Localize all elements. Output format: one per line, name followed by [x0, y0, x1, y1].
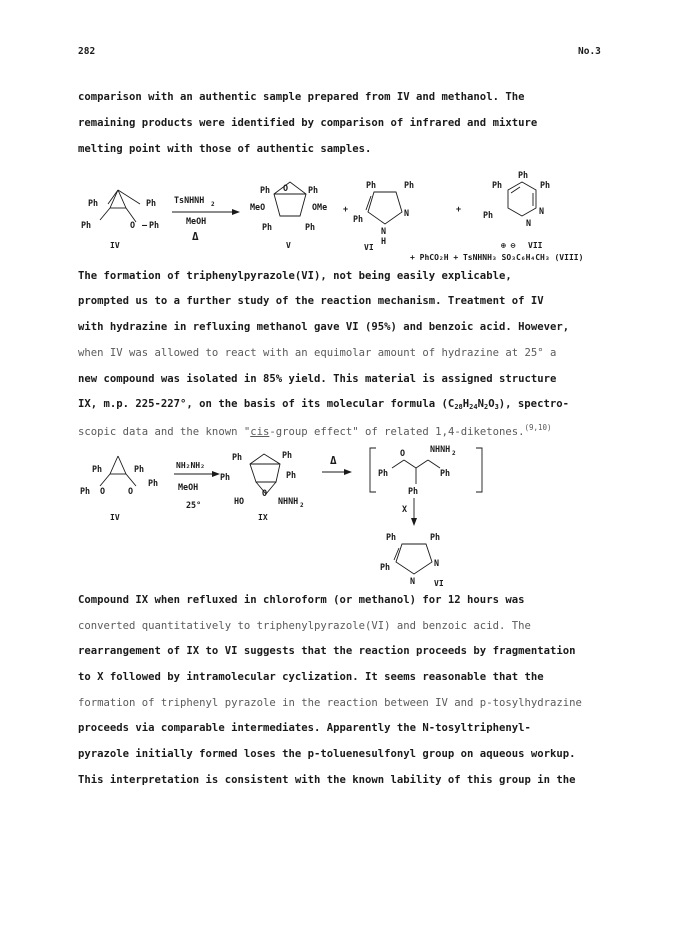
svg-text:Ph: Ph	[220, 472, 231, 482]
paragraph2-line: new compound was isolated in 85% yield. This material is assigned structure	[78, 373, 557, 385]
svg-text:MeOH: MeOH	[186, 216, 207, 226]
paragraph3-line: formation of triphenyl pyrazole in the reaction between IV and p-tosylhydrazine	[78, 697, 582, 709]
svg-text:Ph: Ph	[286, 470, 297, 480]
paragraph1-line: melting point with those of authentic samples.	[78, 143, 372, 155]
svg-text:Ph: Ph	[353, 214, 364, 224]
svg-text:NH₂NH₂: NH₂NH₂	[176, 461, 205, 470]
page-number: 282	[78, 46, 96, 57]
paragraph3-line: Compound IX when refluxed in chloroform (or methanol) for 12 hours was	[78, 594, 525, 606]
svg-text:Ph: Ph	[430, 532, 441, 542]
svg-text:HO: HO	[234, 496, 245, 506]
svg-text:Ph: Ph	[440, 468, 451, 478]
svg-text:Ph: Ph	[262, 222, 273, 232]
svg-text:O: O	[262, 488, 268, 498]
svg-text:Ph: Ph	[378, 468, 389, 478]
svg-text:Ph: Ph	[518, 170, 529, 180]
svg-text:O: O	[400, 448, 406, 458]
structure-VI	[353, 180, 414, 252]
svg-text:Ph: Ph	[386, 532, 397, 542]
reaction-scheme-2	[0, 440, 680, 588]
svg-text:25°: 25°	[186, 500, 202, 510]
svg-text:N: N	[381, 226, 387, 236]
svg-text:Δ: Δ	[192, 230, 199, 243]
structure-IV-2	[80, 456, 158, 522]
svg-text:N: N	[410, 576, 416, 586]
paragraph2-line: IX, m.p. 225-227°, on the basis of its molecular formula $(C_{28}H_{24}N_2O_3)$, spectro-	[78, 398, 569, 411]
svg-text:Ph: Ph	[148, 478, 159, 488]
reaction-arrow-2	[174, 461, 220, 510]
svg-text:N: N	[434, 558, 440, 568]
svg-text:Ph: Ph	[149, 220, 160, 230]
svg-text:Ph: Ph	[540, 180, 551, 190]
svg-text:N: N	[539, 206, 545, 216]
svg-text:O: O	[128, 486, 134, 496]
reaction-arrow-3	[322, 454, 352, 475]
reference-superscript: (9,10)	[524, 423, 552, 432]
structure-V	[250, 182, 327, 250]
paragraph2-line: scopic data and the known "cis-group effect" of related 1,4-diketones.$^{(9,10)}$	[78, 423, 552, 438]
svg-text:–: –	[142, 220, 148, 230]
svg-text:Ph: Ph	[92, 464, 103, 474]
svg-text:O: O	[100, 486, 106, 496]
svg-text:Ph: Ph	[308, 185, 319, 195]
svg-text:Ph: Ph	[380, 562, 391, 572]
paragraph2-line: The formation of triphenylpyrazole(VI), not being easily explicable,	[78, 270, 512, 282]
structure-IV	[81, 190, 159, 250]
svg-text:O: O	[130, 220, 136, 230]
svg-text:Ph: Ph	[232, 452, 243, 462]
structure-X	[370, 444, 482, 496]
paragraph3-line: pyrazole initially formed loses the p-toluenesulfonyl group on aqueous workup.	[78, 748, 576, 760]
paragraph3-line: proceeds via comparable intermediates. Apparently the N-tosyltriphenyl-	[78, 722, 531, 734]
paragraph2-line: with hydrazine in refluxing methanol gave VI (95%) and benzoic acid. However,	[78, 321, 570, 333]
svg-text:N: N	[404, 208, 410, 218]
byproducts: + PhCO₂H + TsNHNH₃ SO₃C₆H₄CH₃ (VIII)	[410, 253, 584, 262]
label-VII: VII	[528, 241, 543, 250]
svg-text:⊕ ⊖: ⊕ ⊖	[501, 241, 516, 250]
paragraph1-line: remaining products were identified by comparison of infrared and mixture	[78, 117, 538, 129]
svg-text:X: X	[402, 504, 408, 514]
label-VI-2: VI	[434, 579, 444, 588]
svg-text:N: N	[526, 218, 532, 228]
svg-text:Ph: Ph	[80, 486, 91, 496]
issue-number: No.3	[578, 46, 601, 57]
svg-text:Ph: Ph	[134, 464, 145, 474]
svg-text:OMe: OMe	[312, 202, 328, 212]
reaction-scheme-1	[0, 160, 680, 270]
svg-text:NHNH: NHNH	[278, 496, 299, 506]
paragraph1-line: comparison with an authentic sample prepared from IV and methanol. The	[78, 91, 525, 103]
svg-text:Ph: Ph	[81, 220, 92, 230]
structure-VII	[483, 170, 550, 250]
reaction-arrow-4	[402, 498, 417, 526]
paragraph2-line: prompted us to a further study of the reaction mechanism. Treatment of IV	[78, 295, 544, 307]
svg-text:MeO: MeO	[250, 202, 266, 212]
svg-text:Ph: Ph	[492, 180, 503, 190]
label-VI: VI	[364, 243, 374, 252]
svg-text:2: 2	[211, 201, 215, 208]
svg-text:MeOH: MeOH	[178, 482, 199, 492]
svg-text:Δ: Δ	[330, 454, 337, 467]
paragraph3-line: rearrangement of IX to VI suggests that the reaction proceeds by fragmentation	[78, 645, 576, 657]
svg-text:2: 2	[452, 450, 456, 457]
svg-text:H: H	[381, 236, 387, 246]
paragraph3-line: converted quantitatively to triphenylpyrazole(VI) and benzoic acid. The	[78, 620, 531, 632]
svg-text:Ph: Ph	[146, 198, 157, 208]
svg-text:Ph: Ph	[408, 486, 419, 496]
label-IV: IV	[110, 241, 120, 250]
label-IV-2: IV	[110, 513, 120, 522]
svg-text:2: 2	[300, 502, 304, 509]
svg-text:Ph: Ph	[282, 450, 293, 460]
plus-sign: +	[456, 204, 462, 214]
reaction-arrow-1	[172, 195, 240, 243]
paragraph2-line: when IV was allowed to react with an equimolar amount of hydrazine at 25° a	[78, 347, 557, 359]
paragraph3-line: This interpretation is consistent with the known lability of this group in the	[78, 774, 576, 786]
paragraph3-line: to X followed by intramolecular cyclization. It seems reasonable that the	[78, 671, 544, 683]
svg-text:Ph: Ph	[260, 185, 271, 195]
svg-text:Ph: Ph	[305, 222, 316, 232]
svg-text:Ph: Ph	[88, 198, 99, 208]
svg-text:NHNH: NHNH	[430, 444, 451, 454]
label-IX: IX	[258, 513, 268, 522]
svg-text:Ph: Ph	[483, 210, 494, 220]
svg-text:Ph: Ph	[404, 180, 415, 190]
svg-text:TsNHNH: TsNHNH	[174, 195, 205, 205]
plus-sign: +	[343, 204, 349, 214]
structure-VI-2	[380, 532, 444, 588]
structure-IX	[220, 450, 304, 522]
svg-text:O: O	[283, 183, 289, 193]
label-V: V	[286, 241, 291, 250]
svg-text:Ph: Ph	[366, 180, 377, 190]
